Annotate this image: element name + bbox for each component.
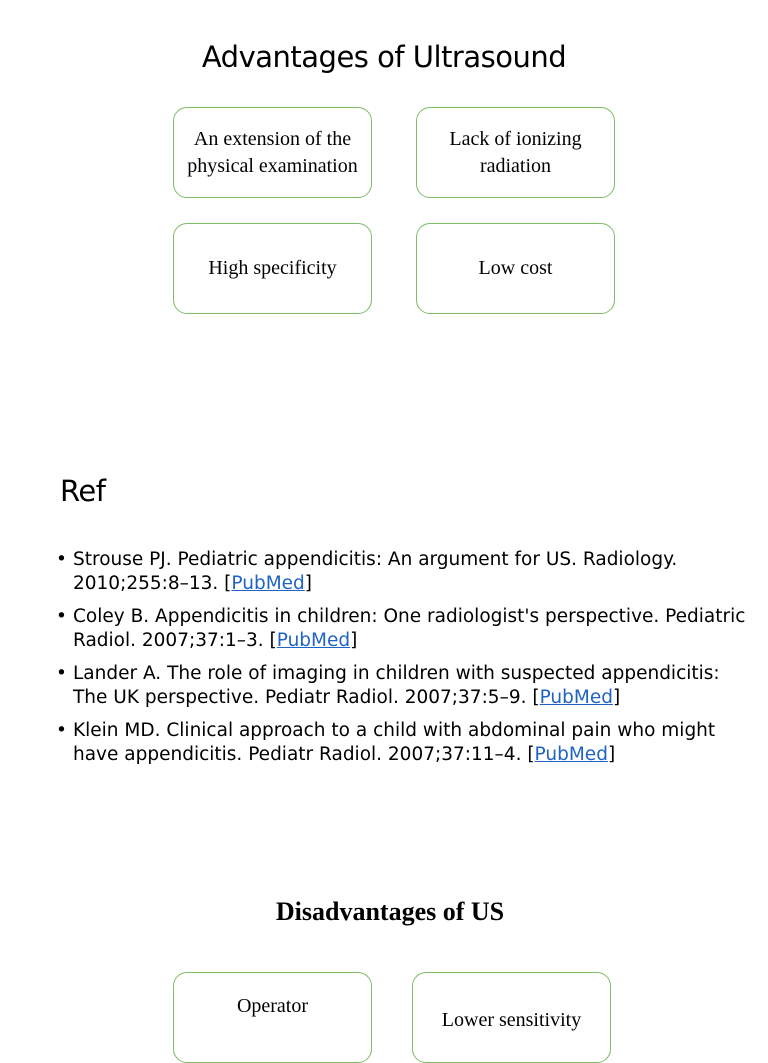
disadvantage-box-operator bbox=[173, 972, 372, 1063]
disadvantage-box-text: Operator bbox=[236, 995, 309, 1017]
advantage-box-no-radiation bbox=[416, 107, 615, 198]
reference-item bbox=[56, 548, 756, 596]
advantage-box-low-cost bbox=[416, 223, 615, 314]
disadvantage-box-sensitivity bbox=[412, 972, 611, 1063]
reference-text: Lander A. The role of imaging in children with suspected appendicitis: The UK perspective. Pediatr Radiol. 2007;37:5–9. [ bbox=[73, 663, 720, 708]
reference-text: Strouse PJ. Pediatric appendicitis: An argument for US. Radiology. 2010;255:8–13. [ bbox=[73, 549, 678, 594]
reference-text: Coley B. Appendicitis in children: One radiologist's perspective. Pediatric Radiol. 2007;37:1–3. [ bbox=[73, 606, 746, 651]
disadvantage-box-text: Lower sensitivity bbox=[441, 1009, 582, 1031]
advantages-title: Advantages of Ultrasound bbox=[201, 40, 567, 74]
advantage-box-text: Lack of ionizing radiation bbox=[449, 127, 582, 177]
pubmed-link[interactable]: PubMed bbox=[231, 573, 305, 594]
reference-text: Klein MD. Clinical approach to a child with abdominal pain who might have appendicitis. Pediatr Radiol. 2007;37:11–4. [ bbox=[73, 720, 716, 765]
advantage-box-physical-exam bbox=[173, 107, 372, 198]
bullet: • bbox=[56, 549, 67, 570]
reference-item bbox=[56, 662, 756, 710]
bullet: • bbox=[56, 720, 67, 741]
reference-item bbox=[56, 719, 756, 767]
advantage-box-specificity bbox=[173, 223, 372, 314]
reference-close: ] bbox=[304, 573, 313, 594]
advantage-box-text: An extension of the physical examination bbox=[187, 127, 358, 177]
advantage-box-text: Low cost bbox=[478, 257, 553, 279]
pubmed-link[interactable]: PubMed bbox=[539, 687, 613, 708]
references-heading: Ref bbox=[60, 474, 106, 508]
references-list bbox=[56, 548, 756, 776]
pubmed-link[interactable]: PubMed bbox=[534, 744, 608, 765]
reference-close: ] bbox=[607, 744, 616, 765]
reference-close: ] bbox=[612, 687, 621, 708]
reference-close: ] bbox=[350, 630, 358, 651]
advantage-box-text: High specificity bbox=[208, 257, 337, 279]
bullet: • bbox=[56, 663, 67, 684]
disadvantages-title: Disadvantages of US bbox=[275, 897, 505, 926]
pubmed-link[interactable]: PubMed bbox=[276, 630, 351, 651]
reference-item bbox=[56, 605, 756, 653]
bullet: • bbox=[56, 606, 67, 627]
